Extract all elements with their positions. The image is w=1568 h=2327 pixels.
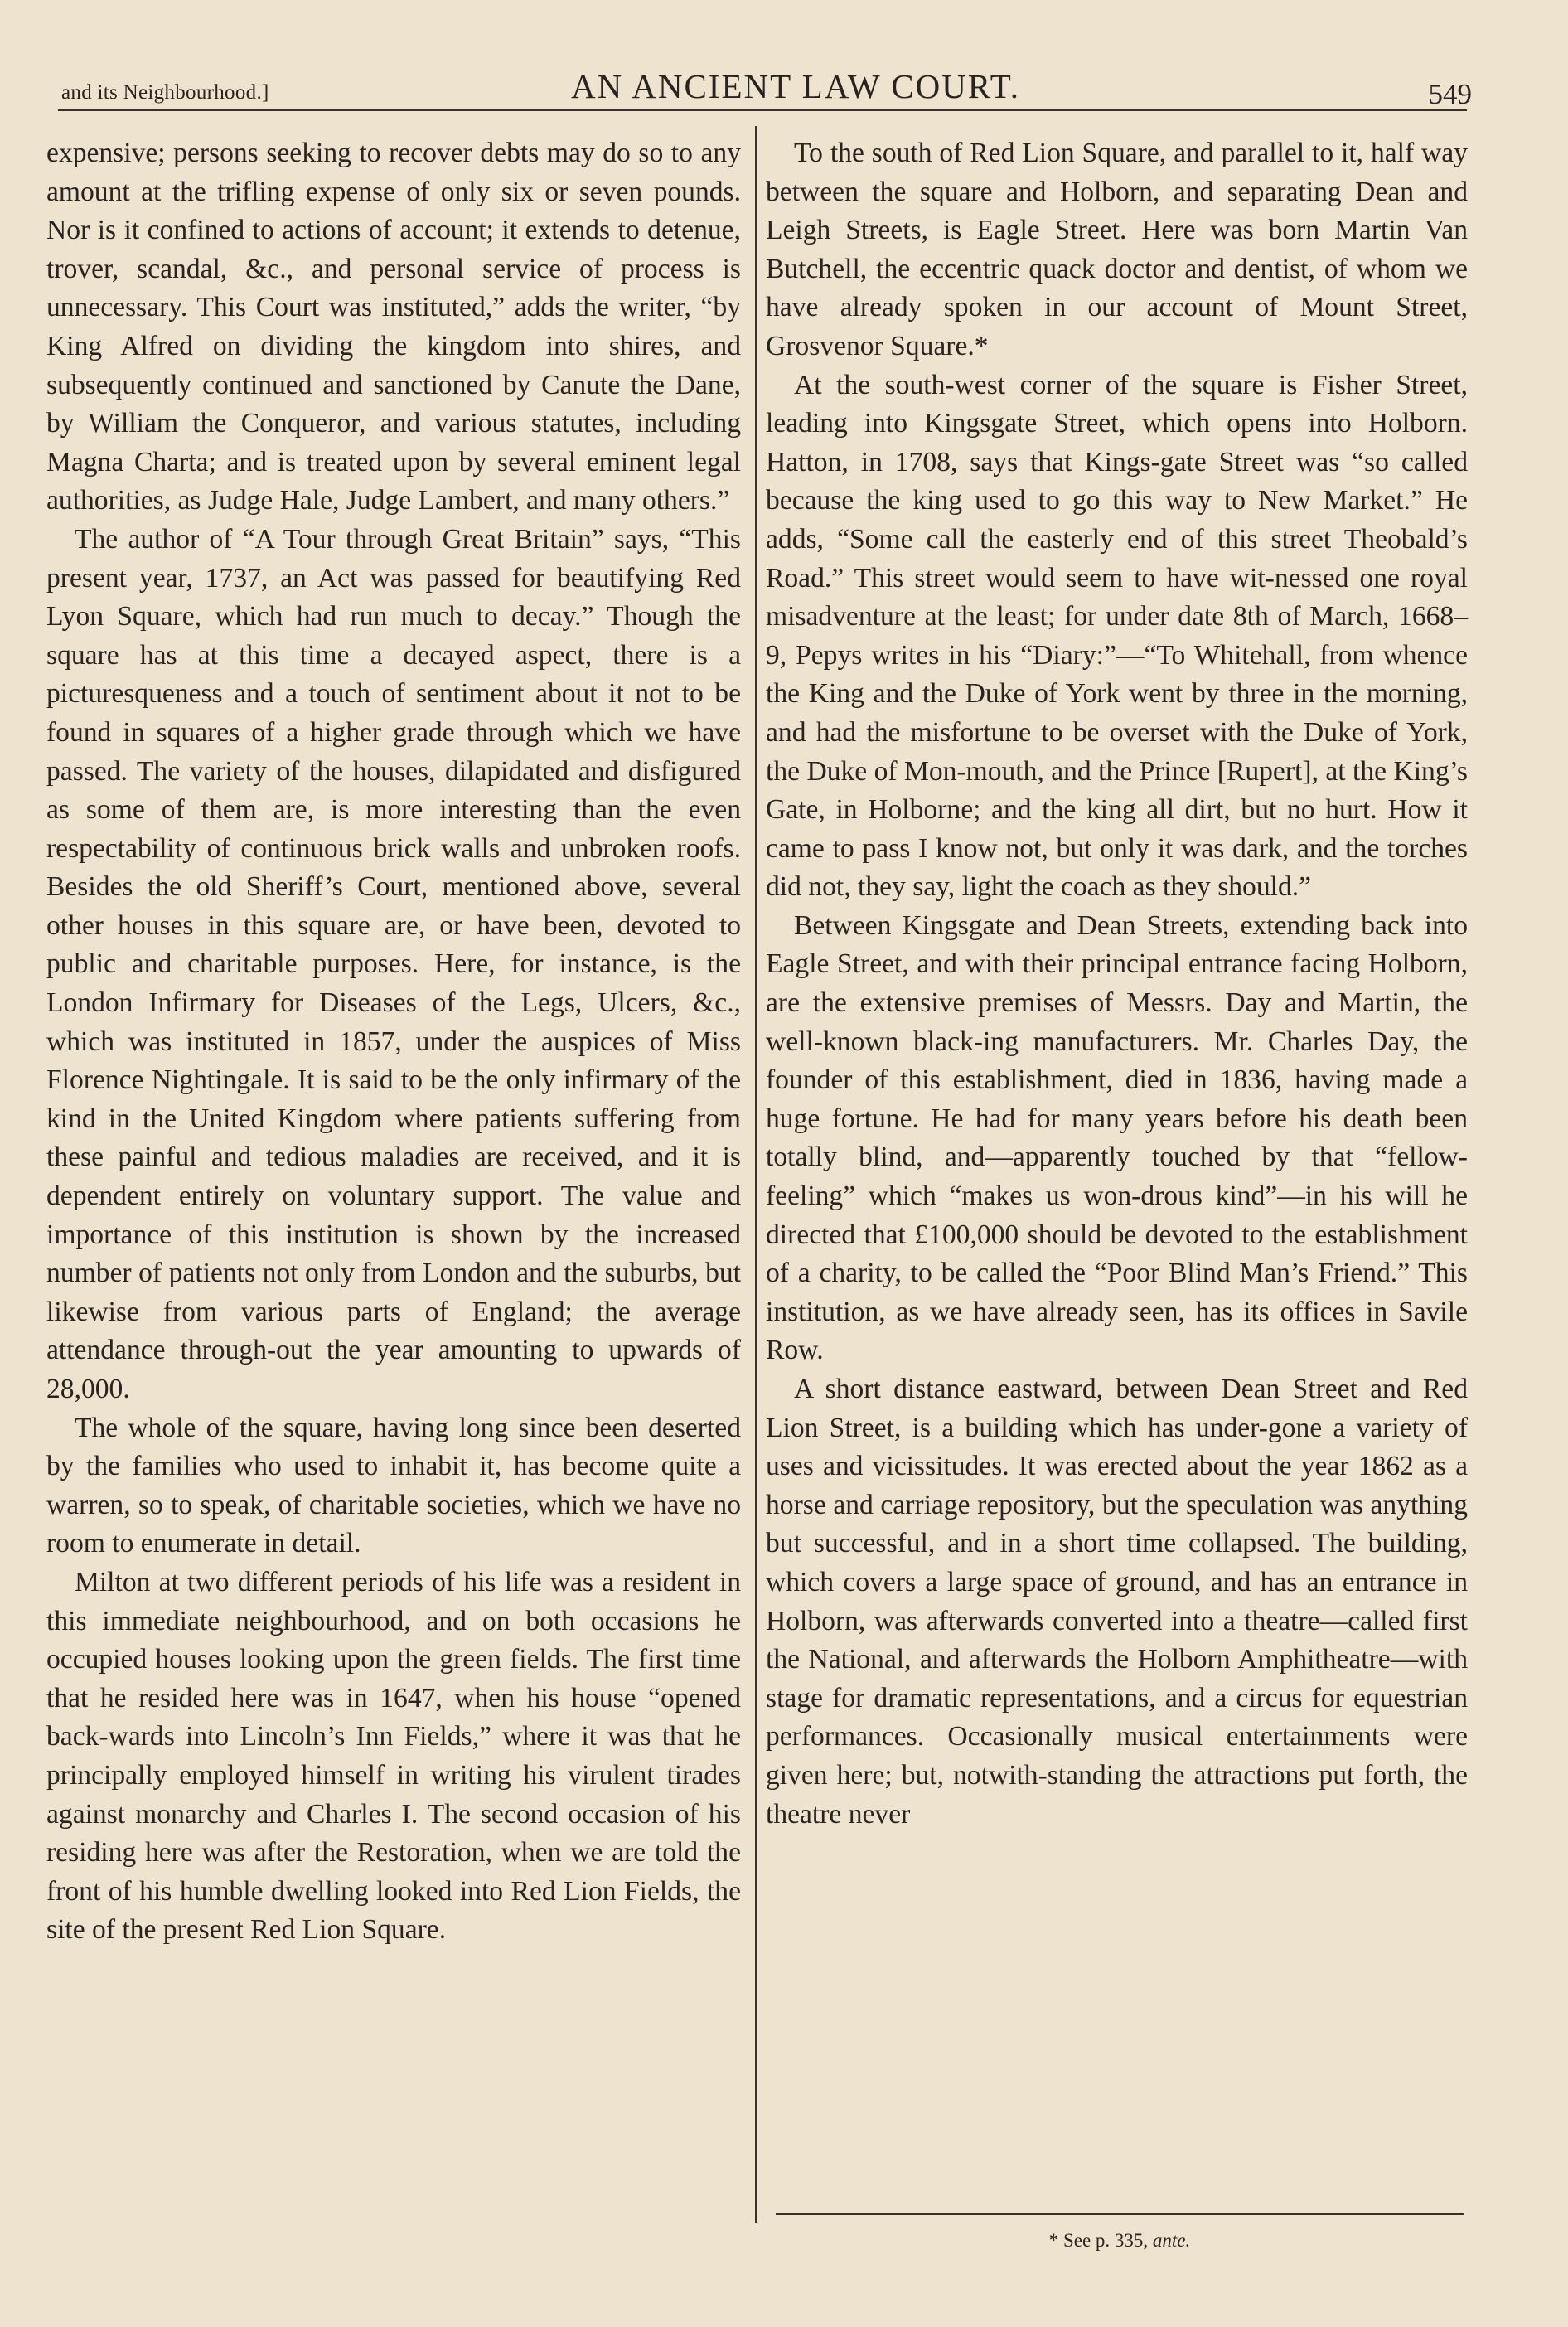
left-column: [46, 134, 741, 1950]
paragraph: The whole of the square, having long since been deserted by the families who used to inhabit it, has become quite a warren, so to speak, of charitable societies, which we have no room to enumerate in detail.: [46, 1412, 741, 1559]
column-divider: [755, 126, 757, 2223]
paragraph: At the south-west corner of the square is Fisher Street, leading into Kingsgate Street, which opens into Holborn. Hatton, in 1708, says that Kings-gate Street was “so called because the king used to go this way to New Market.” He adds, “Some call the easterly end of this street Theobald’s Road.” This street would seem to have wit-nessed one royal misadventure at the least; for under date 8th of March, 1668–9, Pepys writes in his “Diary:”—“To Whitehall, from whence the King and the Duke of York went by three in the morning, and had the misfortune to be overset with the Duke of York, the Duke of Mon-mouth, and the Prince [Rupert], at the King’s Gate, in Holborne; and the king all dirt, but no hurt. How it came to pass I know not, but only it was dark, and the torches did not, they say, light the coach as they should.”: [766, 369, 1468, 903]
page-number: 549: [1428, 78, 1472, 110]
paragraph: To the south of Red Lion Square, and parallel to it, half way between the square and Holborn, and separating Dean and Leigh Streets, is Eagle Street. Here was born Martin Van Butchell, the eccentric quack doctor and dentist, of whom we have already spoken in our account of Mount Street, Grosvenor Square.*: [766, 138, 1468, 361]
footnote: [776, 2230, 1464, 2252]
paragraph: expensive; persons seeking to recover debts may do so to any amount at the trifling expense of only six or seven pounds. Nor is it confined to actions of account; it extends to detenue, trover, scandal, &c., and personal service of process is unnecessary. This Court was instituted,” adds the writer, “by King Alfred on dividing the kingdom into shires, and subsequently continued and sanctioned by Canute the Dane, by William the Conqueror, and various statutes, including Magna Charta; and is treated upon by several eminent legal authorities, as Judge Hale, Judge Lambert, and many others.”: [46, 138, 741, 516]
footnote-text: * See p. 335,: [1048, 2230, 1149, 2251]
header-section-label: and its Neighbourhood.]: [61, 81, 269, 104]
footnote-rule: [776, 2213, 1464, 2215]
paragraph: Milton at two different periods of his life was a resident in this immediate neighbourhood, and on both occasions he occupied houses looking upon the green fields. The first time that he resided here was in 1647, when his house “opened back-wards into Lincoln’s Inn Fields,” where it was that he principally employed himself in writing his virulent tirades against monarchy and Charles I. The second occasion of his residing here was after the Restoration, when we are told the front of his humble dwelling looked into Red Lion Fields, the site of the present Red Lion Square.: [46, 1566, 741, 1946]
footnote-ante: ante.: [1152, 2230, 1191, 2251]
header-rule: [58, 109, 1467, 111]
paragraph: A short distance eastward, between Dean Street and Red Lion Street, is a building which has under-gone a variety of uses and vicissitudes. It was erected about the year 1862 as a horse and carriage repository, but the speculation was anything but successful, and in a short time collapsed. The building, which covers a large space of ground, and has an entrance in Holborn, was afterwards converted into a theatre—called first the National, and afterwards the Holborn Amphitheatre—with stage for dramatic representations, and a circus for equestrian performances. Occasionally musical entertainments were given here; but, notwith-standing the attractions put forth, the theatre never: [766, 1374, 1468, 1830]
running-header: [58, 65, 1472, 114]
paragraph: The author of “A Tour through Great Britain” says, “This present year, 1737, an Act was passed for beautifying Red Lyon Square, which had run much to decay.” Though the square has at this time a decayed aspect, there is a picturesqueness and a touch of sentiment about it not to be found in squares of a higher grade through which we have passed. The variety of the houses, dilapidated and disfigured as some of them are, is more interesting than the even respectability of continuous brick walls and unbroken roofs. Besides the old Sheriff’s Court, mentioned above, several other houses in this square are, or have been, devoted to public and charitable purposes. Here, for instance, is the London Infirmary for Diseases of the Legs, Ulcers, &c., which was instituted in 1857, under the auspices of Miss Florence Nightingale. It is said to be the only infirmary of the kind in the United Kingdom where patients suffering from these painful and tedious maladies are received, and it is dependent entirely on voluntary support. The value and importance of this institution is shown by the increased number of patients not only from London and the suburbs, but likewise from various parts of England; the average attendance through-out the year amounting to upwards of 28,000.: [46, 523, 741, 1404]
right-column: [766, 134, 1468, 1834]
paragraph: Between Kingsgate and Dean Streets, extending back into Eagle Street, and with their principal entrance facing Holborn, are the extensive premises of Messrs. Day and Martin, the well-known black-ing manufacturers. Mr. Charles Day, the founder of this establishment, died in 1836, having made a huge fortune. He had for many years before his death been totally blind, and—apparently touched by that “fellow-feeling” which “makes us won-drous kind”—in his will he directed that £100,000 should be devoted to the establishment of a charity, to be called the “Poor Blind Man’s Friend.” This institution, as we have already seen, has its offices in Savile Row.: [766, 909, 1468, 1366]
page-title: AN ANCIENT LAW COURT.: [571, 67, 1020, 105]
